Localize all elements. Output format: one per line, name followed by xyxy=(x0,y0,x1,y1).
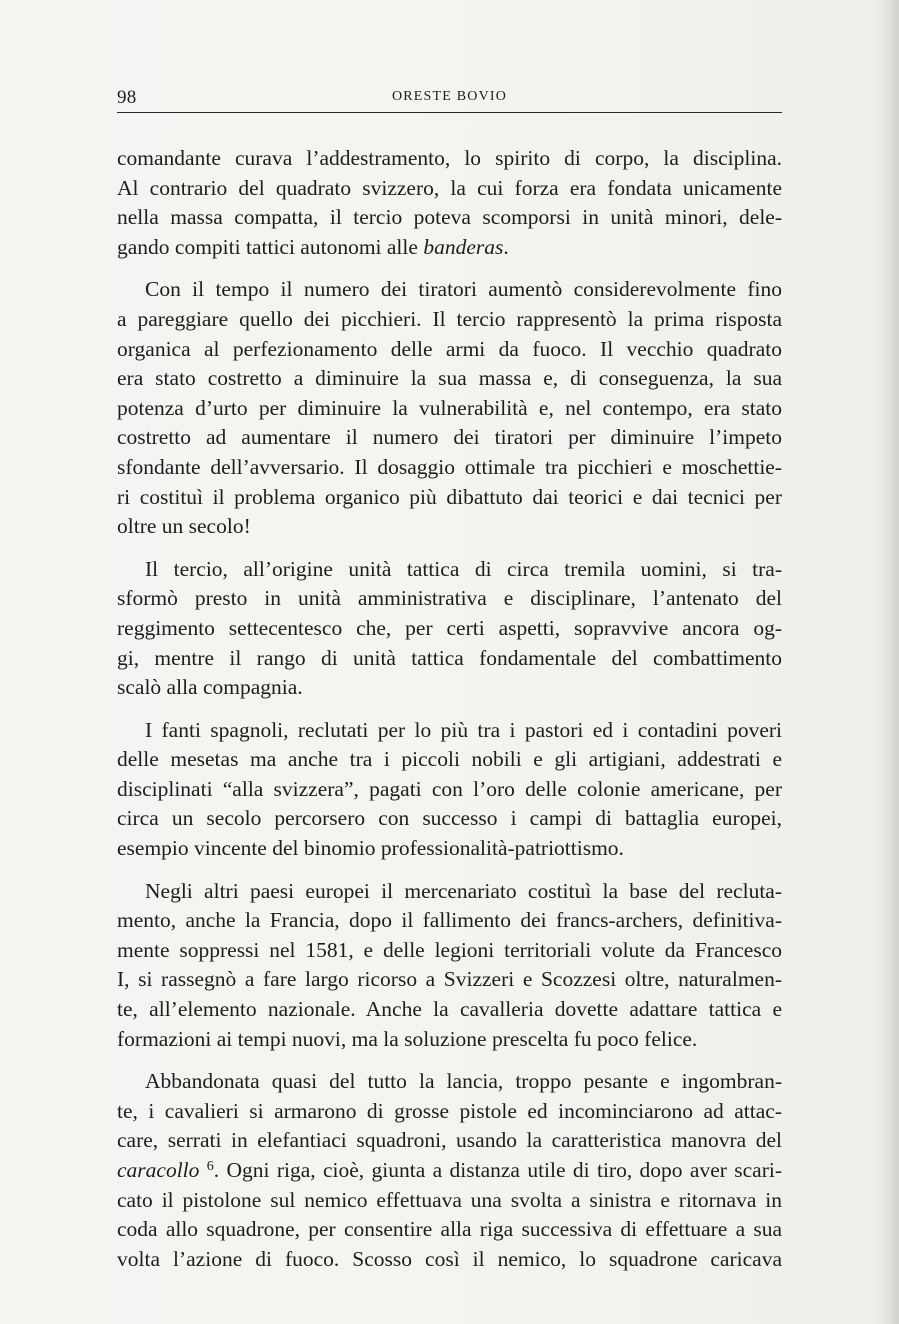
italic-term: banderas xyxy=(423,234,504,259)
text-line: mente soppressi nel 1581, e delle legioni territoriali volute da Francesco xyxy=(117,937,782,962)
text-line: scalò alla compagnia. xyxy=(117,675,303,700)
paragraph xyxy=(117,144,782,262)
text-line: sformò presto in unità amministrativa e disciplinare, l’antenato del xyxy=(117,586,782,611)
body-text xyxy=(117,144,782,1287)
paragraph xyxy=(117,555,782,703)
text-line: esempio vincente del binomio professionalità-patriottismo. xyxy=(117,836,624,861)
text-line: oltre un secolo! xyxy=(117,514,251,539)
running-head: ORESTE BOVIO xyxy=(391,89,508,104)
text-line: sfondante dell’avversario. Il dosaggio ottimale tra picchieri e moschettie- xyxy=(117,454,782,479)
text-line: volta l’azione di fuoco. Scosso così il nemico, lo squadrone caricava xyxy=(117,1246,782,1271)
text-line: reggimento settecentesco che, per certi aspetti, sopravvive ancora og- xyxy=(117,615,782,640)
text-line: te, i cavalieri si armarono di grosse pistole ed incominciarono ad attac- xyxy=(117,1098,782,1123)
text-line: I fanti spagnoli, reclutati per lo più tra i pastori ed i contadini poveri xyxy=(145,717,782,742)
text-line: Negli altri paesi europei il mercenariato costituì la base del recluta- xyxy=(145,878,782,903)
italic-term: caracollo xyxy=(117,1158,200,1182)
text-line xyxy=(117,233,782,263)
text-line: a pareggiare quello dei picchieri. Il tercio rappresentò la prima risposta xyxy=(117,306,782,331)
text-line: care, serrati in elefantiaci squadroni, usando la caratteristica manovra del xyxy=(117,1128,782,1153)
text-line: delle mesetas ma anche tra i piccoli nobili e gli artigiani, addestrati e xyxy=(117,747,782,772)
page-number: 98 xyxy=(117,87,137,108)
text-line: cato il pistolone sul nemico effettuava una svolta a sinistra e ritornava in xyxy=(117,1187,782,1212)
text-line: I, si rassegnò a fare largo ricorso a Svizzeri e Scozzesi oltre, naturalmen- xyxy=(117,967,782,992)
paragraph xyxy=(117,275,782,541)
text-line: nella massa compatta, il tercio poteva scomporsi in unità minori, dele- xyxy=(117,205,782,230)
text-line: circa un secolo percorsero con successo i campi di battaglia europei, xyxy=(117,806,782,831)
text-line: Con il tempo il numero dei tiratori aumentò considerevolmente fino xyxy=(145,277,782,302)
text-line: ri costituì il problema organico più dibattuto dai teorici e dai tecnici per xyxy=(117,484,782,509)
text-fragment: gando compiti tattici autonomi alle xyxy=(117,234,424,259)
text-fragment: . Ogni riga, cioè, giunta a distanza utile di tiro, dopo aver scari- xyxy=(213,1158,782,1182)
text-line: formazioni ai tempi nuovi, ma la soluzione prescelta fu poco felice. xyxy=(117,1026,698,1051)
text-line: era stato costretto a diminuire la sua massa e, di conseguenza, la sua xyxy=(117,366,782,391)
text-line: Il tercio, all’origine unità tattica di circa tremila uomini, si tra- xyxy=(145,556,782,581)
text-line: disciplinati “alla svizzera”, pagati con l’oro delle colonie americane, per xyxy=(117,776,782,801)
paragraph xyxy=(117,1067,782,1274)
text-line: coda allo squadrone, per consentire alla riga successiva di effettuare a sua xyxy=(117,1217,782,1242)
paragraph xyxy=(117,716,782,864)
text-line: potenza d’urto per diminuire la vulnerabilità e, nel contempo, era stato xyxy=(117,395,782,420)
text-line: te, all’elemento nazionale. Anche la cavalleria dovette adattare tattica e xyxy=(117,997,782,1022)
text-fragment: . xyxy=(503,234,509,259)
page-edge-shadow xyxy=(877,0,899,1324)
text-line: Abbandonata quasi del tutto la lancia, troppo pesante e ingombran- xyxy=(145,1069,782,1094)
text-line: organica al perfezionamento delle armi da fuoco. Il vecchio quadrato xyxy=(117,336,782,361)
page-header xyxy=(117,86,782,113)
text-line: Al contrario del quadrato svizzero, la cui forza era fondata unicamente xyxy=(117,175,782,200)
text-line: gi, mentre il rango di unità tattica fondamentale del combattimento xyxy=(117,645,782,670)
text-line: comandante curava l’addestramento, lo spirito di corpo, la disciplina. xyxy=(117,146,782,170)
footnote-marker: 6 xyxy=(206,1159,214,1174)
text-line xyxy=(117,1156,782,1186)
text-line: mento, anche la Francia, dopo il fallimento dei francs-archers, definitiva- xyxy=(117,908,782,933)
paragraph xyxy=(117,877,782,1055)
text-line: costretto ad aumentare il numero dei tiratori per diminuire l’impeto xyxy=(117,425,782,450)
